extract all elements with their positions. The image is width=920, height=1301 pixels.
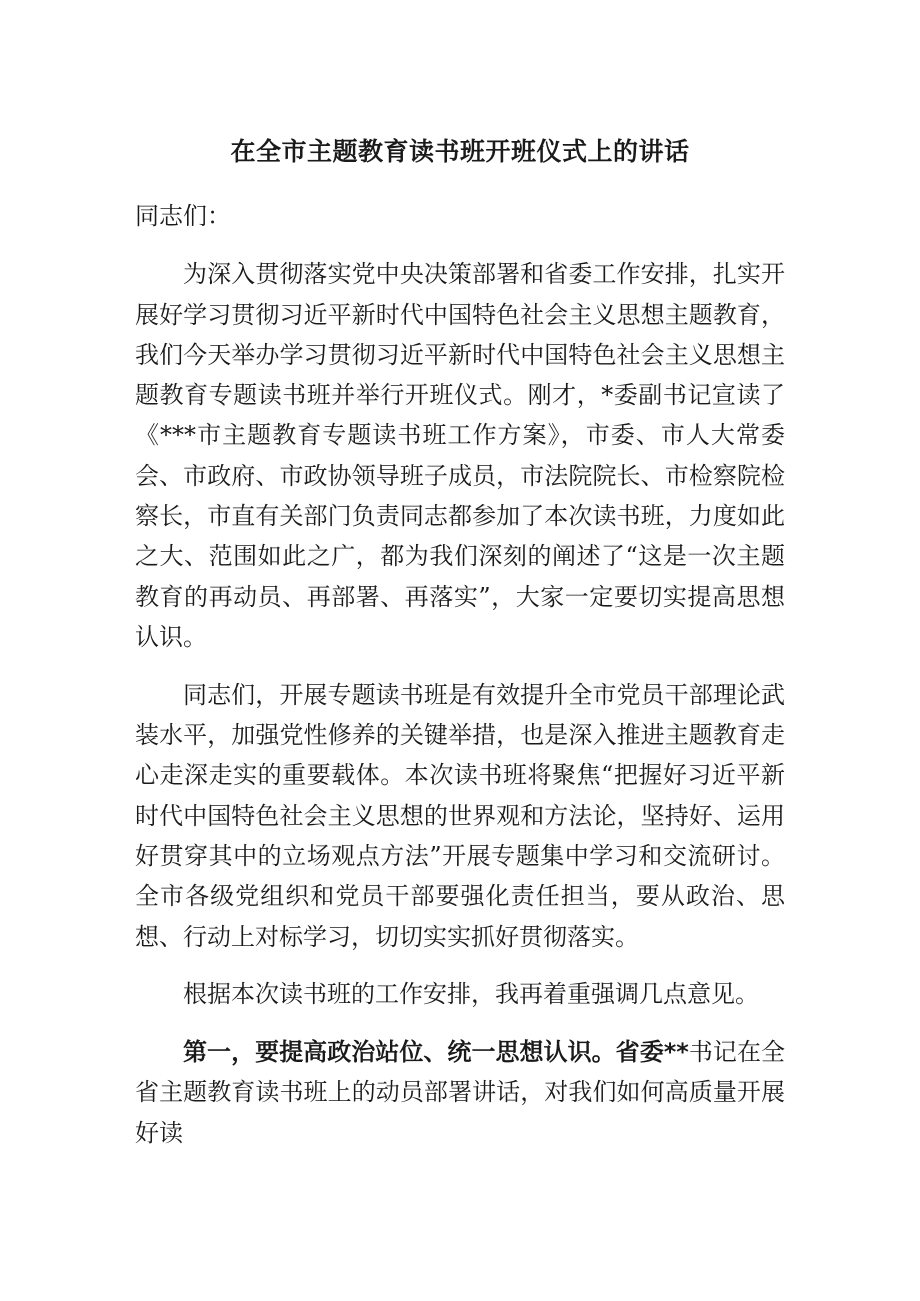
- document-body: [135, 196, 785, 1171]
- paragraph-3: 根据本次读书班的工作安排，我再着重强调几点意见。: [183, 980, 759, 1009]
- paragraph-1: 为深入贯彻落实党中央决策部署和省委工作安排，扎实开展好学习贯彻习近平新时代中国特色社会主义思想主题教育，我们今天举办学习贯彻习近平新时代中国特色社会主义思想主题教育专题读书班并举行开班仪式。刚才，*委副书记宣读了《***市主题教育专题读书班工作方案》，市委、市人大常委会、市政府、市政协领导班子成员，市法院院长、市检察院检察长，市直有关部门负责同志都参加了本次读书班，力度如此之大、范围如此之广，都为我们深刻的阐述了“这是一次主题教育的再动员、再部署、再落实”，大家一定要切实提高思想认识。: [135, 260, 785, 651]
- point-one-text: 书记在全省主题教育读书班上的动员部署讲话，对我们如何高质量开展好读: [135, 1038, 785, 1147]
- paragraph-2: 同志们，开展专题读书班是有效提升全市党员干部理论武装水平，加强党性修养的关键举措，也是深入推进主题教育走心走深走实的重要载体。本次读书班将聚焦“把握好习近平新时代中国特色社会主义思想的世界观和方法论，坚持好、运用好贯穿其中的立场观点方法”开展专题集中学习和交流研讨。全市各级党组织和党员干部要强化责任担当，要从政治、思想、行动上对标学习，切切实实抓好贯彻落实。: [135, 680, 785, 951]
- document-title: 在全市主题教育读书班开班仪式上的讲话: [230, 137, 690, 166]
- salutation: 同志们：: [135, 202, 231, 230]
- point-one-heading: 第一，要提高政治站位、统一思想认识。省委**: [183, 1038, 689, 1067]
- paragraph-point-one: [135, 1032, 785, 1153]
